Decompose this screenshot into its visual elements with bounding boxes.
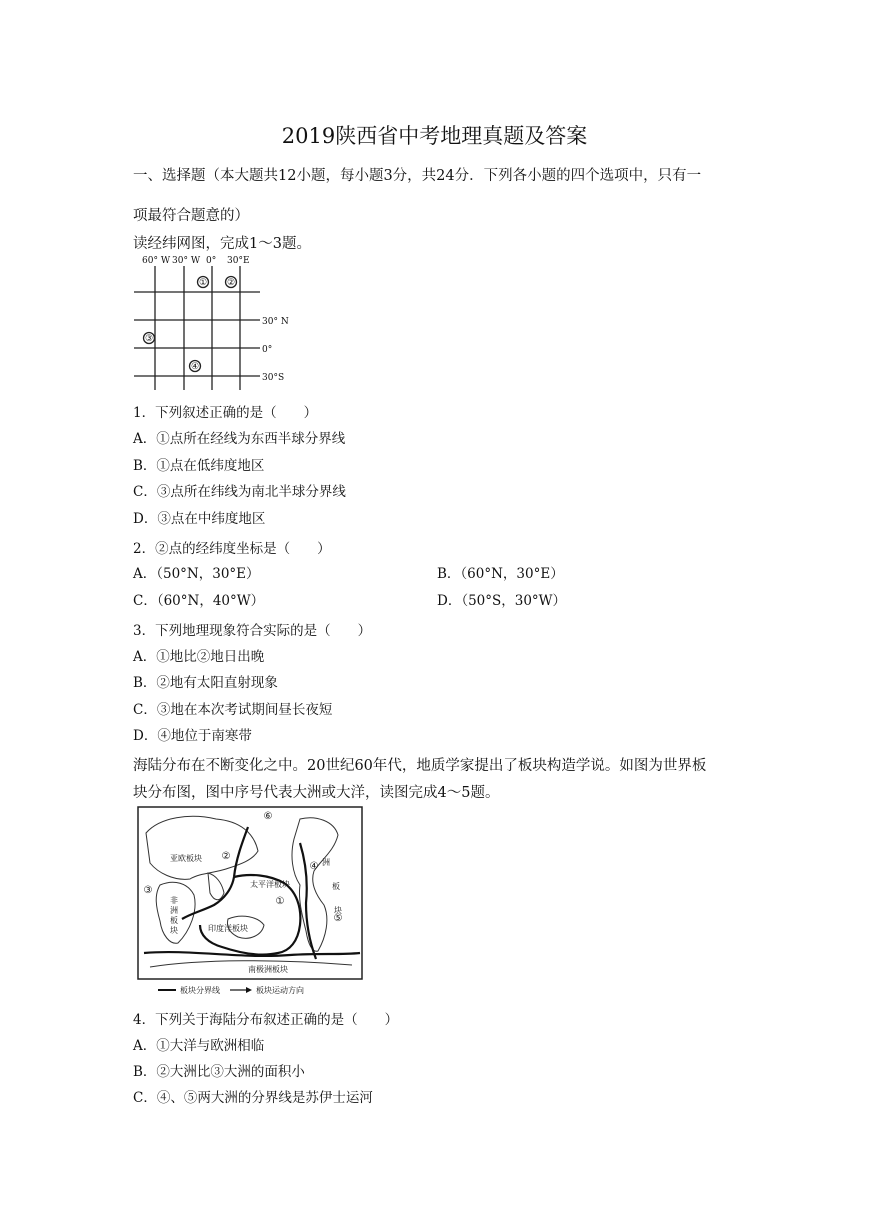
grid-top-label: 30°E — [227, 256, 250, 266]
plate-label-small: 板 — [332, 882, 340, 891]
question-4-option: B．②大洲比③大洲的面积小 — [133, 1064, 305, 1080]
question-4-stem: 4．下列关于海陆分布叙述正确的是（ ） — [133, 1012, 399, 1028]
grid-right-label: 30°S — [262, 373, 285, 383]
grid-top-label: 30° W — [172, 256, 201, 266]
grid-point-marker: ② — [226, 278, 236, 288]
question-1-option: D．③点在中纬度地区 — [133, 511, 266, 527]
plate-label-small: 洲 — [170, 906, 178, 915]
section-heading-line2: 项最符合题意的） — [133, 208, 249, 224]
legend-movement-label: 板块运动方向 — [256, 986, 304, 995]
intro-question-group-2-line2: 块分布图，图中序号代表大洲或大洋，读图完成4～5题。 — [133, 785, 500, 801]
world-plate-map-figure — [130, 803, 370, 999]
intro-question-group-2-line1: 海陆分布在不断变化之中。20世纪60年代，地质学家提出了板块构造学说。如图为世界板 — [133, 758, 707, 774]
question-2-stem: 2．②点的经纬度坐标是（ ） — [133, 541, 331, 557]
legend-boundary-label: 板块分界线 — [180, 986, 220, 995]
question-2-option: C．（60°N，40°W） — [133, 593, 265, 609]
page-title: 2019陕西省中考地理真题及答案 — [281, 124, 588, 148]
plate-label: 亚欧板块 — [170, 854, 202, 863]
map-marker: ⑤ — [333, 913, 343, 924]
plate-label-small: 非 — [170, 896, 178, 905]
plate-label-small: 板 — [170, 916, 178, 925]
map-marker: ④ — [309, 861, 319, 872]
question-3-stem: 3．下列地理现象符合实际的是（ ） — [133, 623, 372, 639]
question-2-option: D．（50°S，30°W） — [437, 593, 567, 609]
question-1-option: C．③点所在纬线为南北半球分界线 — [133, 484, 346, 500]
grid-point-marker: ④ — [190, 362, 200, 372]
grid-top-label: 60° W — [142, 256, 171, 266]
section-heading-line1: 一、选择题（本大题共12小题，每小题3分，共24分．下列各小题的四个选项中，只有一 — [133, 168, 702, 184]
question-4-option: A．①大洋与欧洲相临 — [133, 1038, 265, 1054]
grid-right-label: 0° — [262, 345, 273, 355]
map-marker: ① — [275, 896, 285, 907]
grid-top-label: 0° — [206, 256, 217, 266]
intro-question-group-1: 读经纬网图，完成1～3题。 — [133, 236, 311, 252]
plate-label-small: 洲 — [322, 858, 330, 867]
map-marker: ⑥ — [263, 811, 273, 822]
plate-label-small: 块 — [170, 926, 178, 935]
grid-point-marker: ① — [198, 278, 208, 288]
question-4-option: C．④、⑤两大洲的分界线是苏伊士运河 — [133, 1090, 373, 1106]
question-3-option: C．③地在本次考试期间昼长夜短 — [133, 702, 333, 718]
plate-label: 南极洲板块 — [248, 965, 288, 974]
grid-right-label: 30° N — [262, 317, 289, 327]
question-1-option: A．①点所在经线为东西半球分界线 — [133, 431, 346, 447]
question-1-stem: 1．下列叙述正确的是（ ） — [133, 405, 318, 421]
map-marker: ③ — [143, 885, 153, 896]
plate-label: 印度洋板块 — [208, 924, 248, 933]
question-2-option: A．（50°N，30°E） — [133, 566, 260, 582]
question-3-option: D．④地位于南寒带 — [133, 728, 252, 744]
question-3-option: A．①地比②地日出晚 — [133, 649, 265, 665]
question-2-option: B．（60°N，30°E） — [437, 566, 564, 582]
map-marker: ② — [221, 851, 231, 862]
lat-long-grid-figure — [128, 252, 298, 394]
grid-point-marker: ③ — [144, 334, 154, 344]
question-1-option: B．①点在低纬度地区 — [133, 458, 265, 474]
question-3-option: B．②地有太阳直射现象 — [133, 675, 278, 691]
plate-label: 太平洋板块 — [250, 880, 290, 889]
plate-label-small: 块 — [334, 906, 342, 915]
